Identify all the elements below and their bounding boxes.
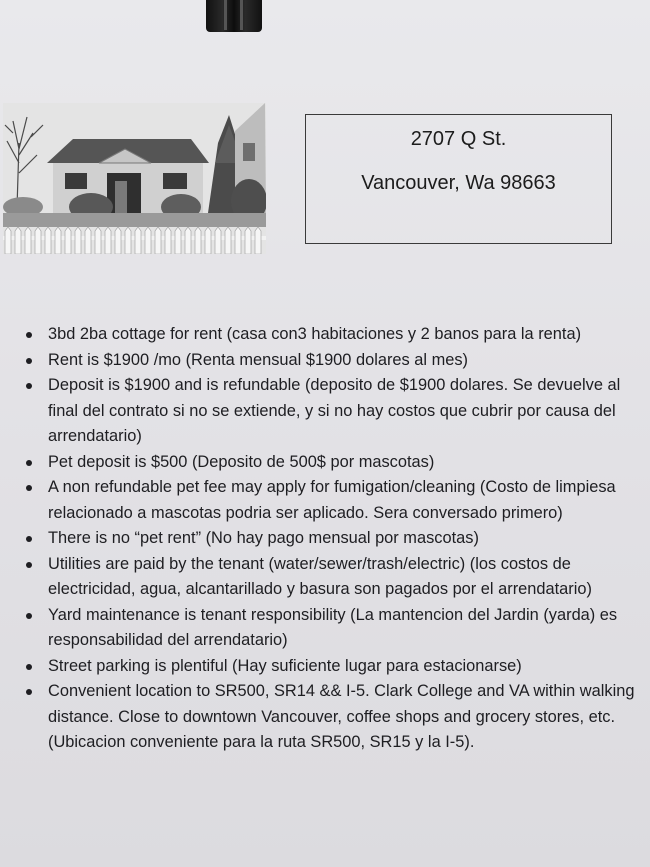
address-street: 2707 Q St.: [410, 128, 507, 150]
bullet-icon: [26, 689, 32, 695]
bullet-icon: [26, 332, 32, 338]
bullet-icon: [26, 383, 32, 389]
feature-text: Convenient location to SR500, SR14 && I-5. Clark College and VA within walking distance. Close to downtown Vancouver, coffee shops and grocery stores, etc. (Ubicacion conveniente para la ruta SR500, SR15 y la I-5).: [48, 682, 635, 751]
feature-item-yard: [22, 603, 637, 654]
bullet-icon: [26, 562, 32, 568]
feature-text: Rent is $1900 /mo (Renta mensual $1900 dolares al mes): [48, 350, 469, 369]
bullet-icon: [26, 613, 32, 619]
house-photo: [3, 103, 266, 254]
feature-text: Utilities are paid by the tenant (water/sewer/trash/electric) (los costos de electricidad, agua, alcantarillado y basura son pagados por el arrendatario): [48, 554, 592, 598]
feature-text: Deposit is $1900 and is refundable (deposito de $1900 dolares. Se devuelve al final del contrato si no se extiende, y si no hay costos que cubrir por causa del arrendatario): [48, 376, 621, 445]
bullet-icon: [26, 485, 32, 491]
feature-text: Yard maintenance is tenant responsibility (La mantencion del Jardin (yarda) es responsabilidad del arrendatario): [48, 605, 618, 649]
feature-item-parking: [22, 654, 637, 680]
feature-item-rent: [22, 348, 637, 374]
feature-item-pet-deposit: [22, 450, 637, 476]
feature-item-deposit: [22, 373, 637, 450]
feature-text: 3bd 2ba cottage for rent (casa con3 habitaciones y 2 banos para la renta): [48, 325, 582, 343]
feature-item-location: [22, 679, 637, 756]
bullet-icon: [26, 460, 32, 466]
address-city-state-zip: Vancouver, Wa 98663: [361, 172, 556, 194]
feature-item-bedrooms: [22, 322, 637, 348]
bullet-icon: [26, 358, 32, 364]
feature-text: A non refundable pet fee may apply for fumigation/cleaning (Costo de limpiesa relacionado a mascotas podria ser aplicado. Sera conversado primero): [48, 478, 616, 522]
feature-item-pet-fee: [22, 475, 637, 526]
feature-item-pet-rent: [22, 526, 637, 552]
feature-text: There is no “pet rent” (No hay pago mensual por mascotas): [48, 529, 479, 547]
feature-text: Street parking is plentiful (Hay suficiente lugar para estacionarse): [48, 656, 522, 675]
feature-item-utilities: [22, 552, 637, 603]
binder-clip: [206, 0, 262, 32]
bullet-icon: [26, 536, 32, 542]
feature-list: [22, 322, 637, 756]
bullet-icon: [26, 664, 32, 670]
address-box: [305, 114, 612, 244]
feature-text: Pet deposit is $500 (Deposito de 500$ por mascotas): [48, 452, 435, 471]
